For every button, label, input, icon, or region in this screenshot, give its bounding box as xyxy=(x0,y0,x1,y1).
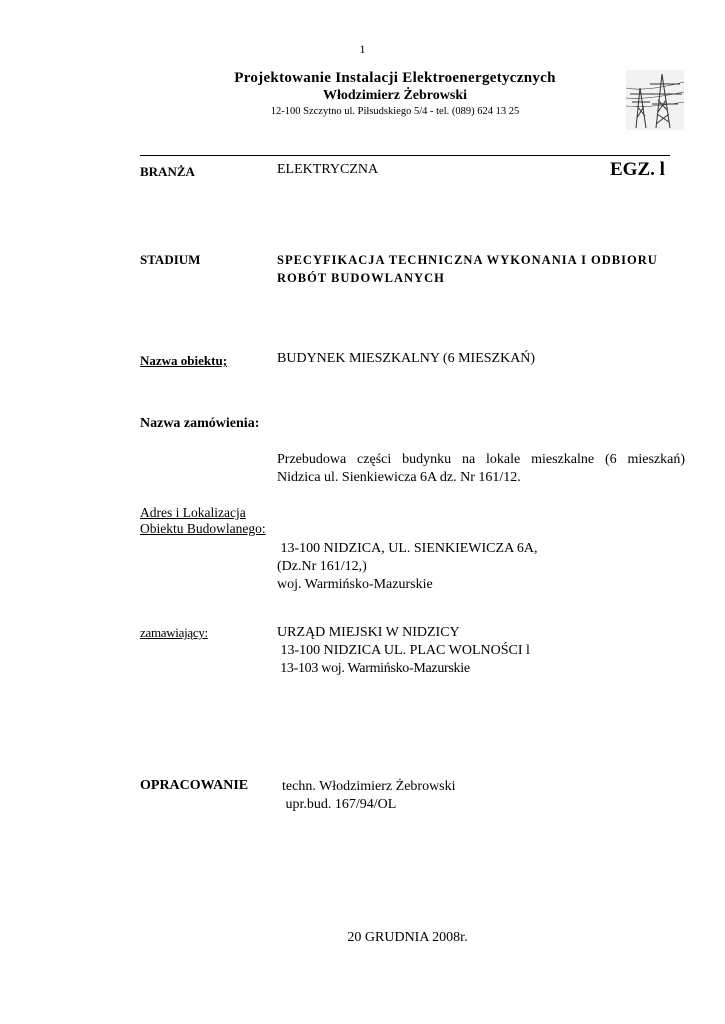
prepared-by-label: OPRACOWANIE xyxy=(140,778,249,793)
client-line: 13-100 NIDZICA UL. PLAC WOLNOŚCI l xyxy=(277,643,530,658)
object-name-value: BUDYNEK MIESZKALNY (6 MIESZKAŃ) xyxy=(277,351,536,366)
owner-name: Włodzimierz Żebrowski xyxy=(322,88,467,103)
address-label xyxy=(140,505,266,537)
object-name-label: Nazwa obiektu; xyxy=(140,353,228,368)
address-label-line: Obiektu Budowlanego: xyxy=(140,521,266,536)
order-name-value xyxy=(277,451,685,487)
stadium-value xyxy=(277,251,658,287)
prepared-by-value xyxy=(282,778,456,814)
client-label: zamawiający: xyxy=(140,625,208,640)
prepared-by-line: upr.bud. 167/94/OL xyxy=(282,797,397,812)
document-date: 20 GRUDNIA 2008r. xyxy=(347,930,468,945)
company-address: 12-100 Szczytno ul. Piłsudskiego 5/4 - tel. (089) 624 13 25 xyxy=(270,106,520,117)
branza-label: BRANŻA xyxy=(140,164,195,179)
order-name-label: Nazwa zamówienia: xyxy=(140,416,260,431)
stadium-line: ROBÓT BUDOWLANYCH xyxy=(277,271,445,285)
client-line: URZĄD MIEJSKI W NIDZICY xyxy=(277,625,460,640)
order-line: Przebudowa części budynku na lokale mieszkalne (6 mieszkań) xyxy=(277,452,685,467)
power-pylon-icon xyxy=(626,70,684,130)
address-value xyxy=(277,540,538,594)
address-line: 13-100 NIDZICA, UL. SIENKIEWICZA 6A, xyxy=(277,541,538,556)
client-line: 13-103 woj. Warmińsko-Mazurskie xyxy=(277,661,470,676)
company-name: Projektowanie Instalacji Elektroenergetycznych xyxy=(234,70,556,86)
stadium-label: STADIUM xyxy=(140,252,201,267)
order-line: Nidzica ul. Sienkiewicza 6A dz. Nr 161/12. xyxy=(277,470,521,485)
copy-number: EGZ. l xyxy=(610,159,665,180)
header-divider xyxy=(140,155,670,156)
client-value xyxy=(277,624,530,678)
stadium-line: SPECYFIKACJA TECHNICZNA WYKONANIA I ODBIORU xyxy=(277,253,658,267)
prepared-by-line: techn. Włodzimierz Żebrowski xyxy=(282,779,456,794)
address-line: woj. Warmińsko-Mazurskie xyxy=(277,577,433,592)
address-line: (Dz.Nr 161/12,) xyxy=(277,559,367,574)
address-label-line: Adres i Lokalizacja xyxy=(140,505,246,520)
page-number: 1 xyxy=(359,42,366,56)
branza-value: ELEKTRYCZNA xyxy=(277,162,379,177)
